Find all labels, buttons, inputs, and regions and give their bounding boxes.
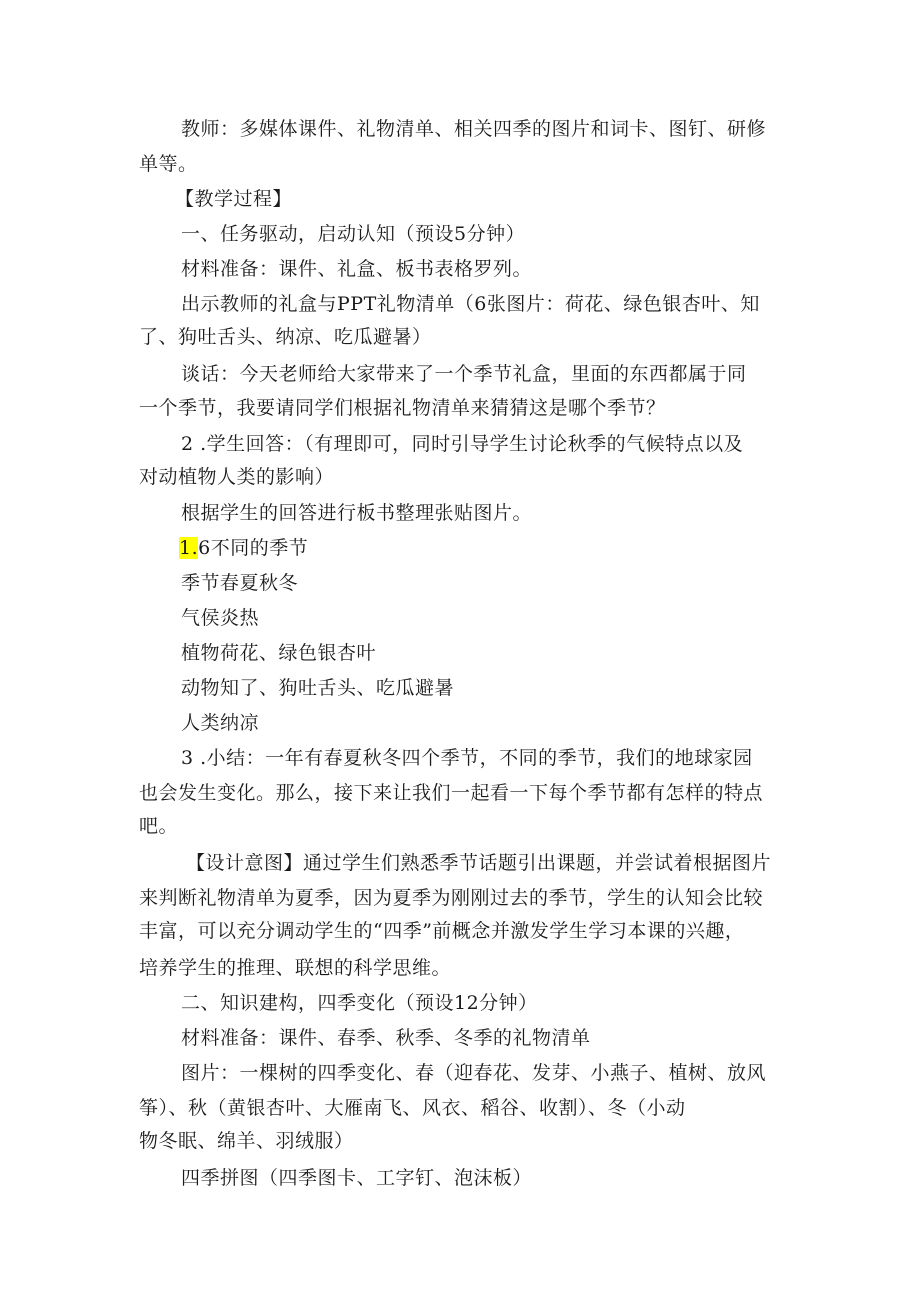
board-row-season: 季节春夏秋冬 <box>181 572 299 594</box>
text-line: 了、狗吐舌头、纳凉、吃瓜避暑） <box>139 326 432 348</box>
board-row-climate: 气侯炎热 <box>181 607 260 629</box>
highlight-mark: 1. <box>179 537 199 559</box>
text-line: 谈话：今天老师给大家带来了一个季节礼盒，里面的东西都属于同 <box>181 363 747 385</box>
text-line: 来判断礼物清单为夏季，因为夏季为刚刚过去的季节，学生的认知会比较 <box>139 887 764 909</box>
section-heading: 二、知识建构，四季变化（预设12分钟） <box>181 992 538 1014</box>
text-line: 2 .学生回答：（有理即可，同时引导学生讨论秋季的气候特点以及 <box>181 433 744 455</box>
text-line: 出示教师的礼盒与PPT礼物清单（6张图片：荷花、绿色银杏叶、知 <box>181 293 760 315</box>
section-heading: 【教学过程】 <box>175 188 293 210</box>
text-line: 教师：多媒体课件、礼物清单、相关四季的图片和词卡、图钉、研修 <box>181 118 767 140</box>
text-line: 材料准备：课件、礼盒、板书表格罗列。 <box>181 258 533 280</box>
text-line: 3 .小结：一年有春夏秋冬四个季节，不同的季节，我们的地球家园 <box>181 747 753 769</box>
text-line: 根据学生的回答进行板书整理张贴图片。 <box>181 502 533 524</box>
text-line: 材料准备：课件、春季、秋季、冬季的礼物清单 <box>181 1027 591 1049</box>
text-line: 对动植物人类的影响） <box>139 466 335 488</box>
text-line: 四季拼图（四季图卡、工字钉、泡沫板） <box>181 1167 533 1189</box>
text-line: 一个季节，我要请同学们根据礼物清单来猜猜这是哪个季节？ <box>139 397 666 419</box>
board-title: 1.6不同的季节 <box>179 537 309 559</box>
text-line: 也会发生变化。那么，接下来让我们一起看一下每个季节都有怎样的特点 <box>139 782 764 804</box>
text-line: 物冬眠、绵羊、羽绒服） <box>139 1130 354 1152</box>
board-row-plant: 植物荷花、绿色银杏叶 <box>181 642 377 664</box>
section-heading: 一、任务驱动，启动认知（预设5分钟） <box>181 223 526 245</box>
text-line: 筝）、秋（黄银杏叶、大雁南飞、风衣、稻谷、收割）、冬（小动 <box>139 1097 686 1119</box>
design-intent: 【设计意图】通过学生们熟悉季节话题引出课题，并尝试着根据图片 <box>186 852 772 874</box>
text-line: 吧。 <box>139 815 179 837</box>
text-line: 图片：一棵树的四季变化、春（迎春花、发芽、小燕子、植树、放风 <box>181 1062 767 1084</box>
text-line: 单等。 <box>139 153 198 175</box>
board-row-animal: 动物知了、狗吐舌头、吃瓜避暑 <box>181 677 455 699</box>
board-row-human: 人类纳凉 <box>181 712 260 734</box>
text-line: 丰富，可以充分调动学生的“四季”前概念并激发学生学习本课的兴趣， <box>139 920 745 942</box>
text-line: 培养学生的推理、联想的科学思维。 <box>139 957 452 979</box>
